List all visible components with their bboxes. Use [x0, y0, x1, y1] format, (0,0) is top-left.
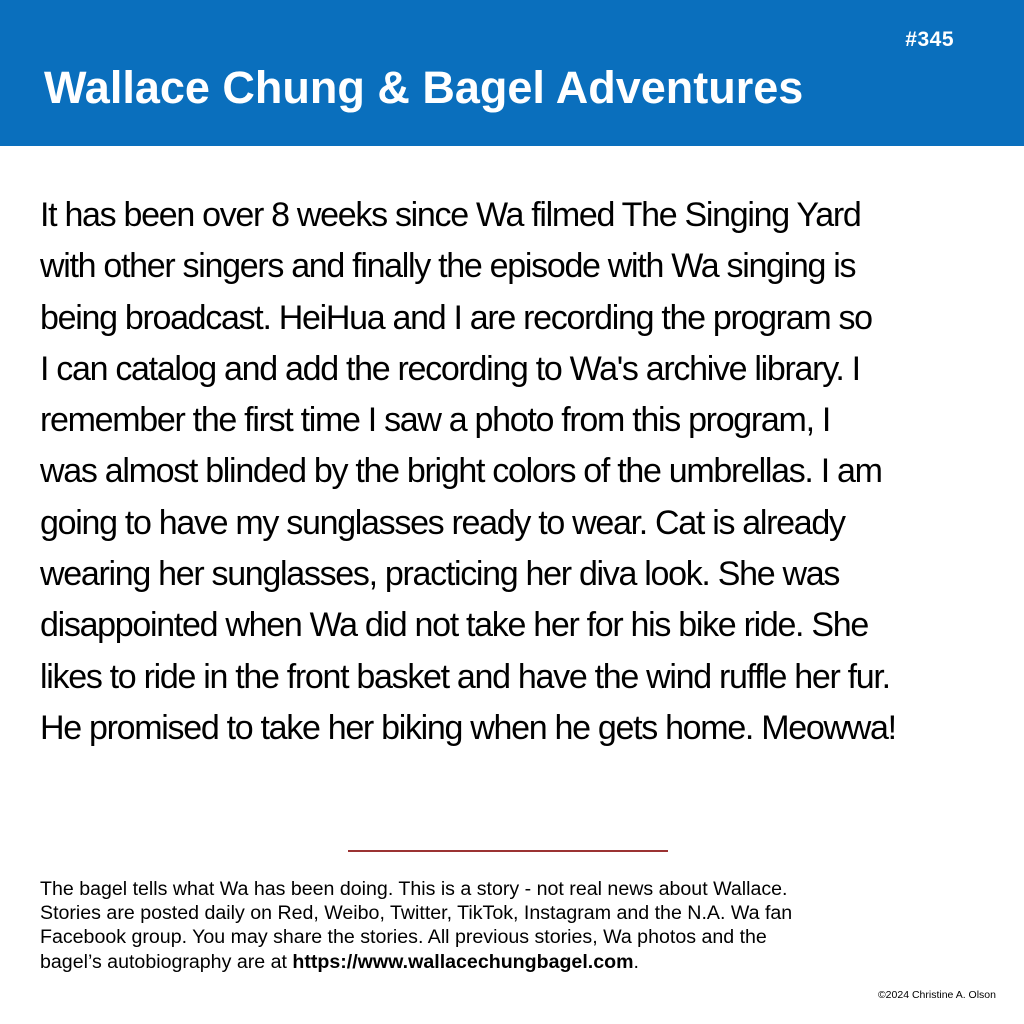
website-link[interactable]: https://www.wallacechungbagel.com [292, 950, 634, 973]
story-line: with other singers and finally the episode with Wa singing is [40, 247, 856, 286]
story-line: likes to ride in the front basket and have the wind ruffle her fur. [40, 657, 890, 696]
story-line: I can catalog and add the recording to Wa's archive library. I [40, 349, 860, 388]
footer-line-last [40, 950, 1000, 974]
story-line: disappointed when Wa did not take her for his bike ride. She [40, 606, 868, 645]
footer-line: The bagel tells what Wa has been doing. This is a story - not real news about Wallace. [40, 878, 788, 900]
page-title: Wallace Chung & Bagel Adventures [44, 62, 804, 113]
footer-line: Stories are posted daily on Red, Weibo, Twitter, TikTok, Instagram and the N.A. Wa fan [40, 902, 793, 925]
story-line: It has been over 8 weeks since Wa filmed The Singing Yard [40, 196, 861, 234]
story-line: wearing her sunglasses, practicing her diva look. She was [40, 555, 840, 594]
footer-line-suffix: . [633, 950, 639, 973]
story-line: going to have my sunglasses ready to wear. Cat is already [40, 503, 845, 542]
story-line: was almost blinded by the bright colors of the umbrellas. I am [40, 452, 882, 491]
header-banner [0, 0, 1024, 146]
story-line: He promised to take her biking when he gets home. Meowwa! [40, 708, 896, 747]
divider-line [348, 850, 668, 852]
footer-line: Facebook group. You may share the stories. All previous stories, Wa photos and the [40, 926, 767, 949]
issue-number: #345 [905, 28, 954, 51]
story-line: being broadcast. HeiHua and I are recording the program so [40, 298, 872, 337]
footer-note [40, 877, 1000, 974]
story-line: remember the first time I saw a photo from this program, I [40, 401, 831, 440]
story-text [40, 190, 1004, 754]
footer-line-prefix: bagel’s autobiography are at [40, 950, 293, 973]
copyright-notice: ©2024 Christine A. Olson [877, 989, 996, 1001]
